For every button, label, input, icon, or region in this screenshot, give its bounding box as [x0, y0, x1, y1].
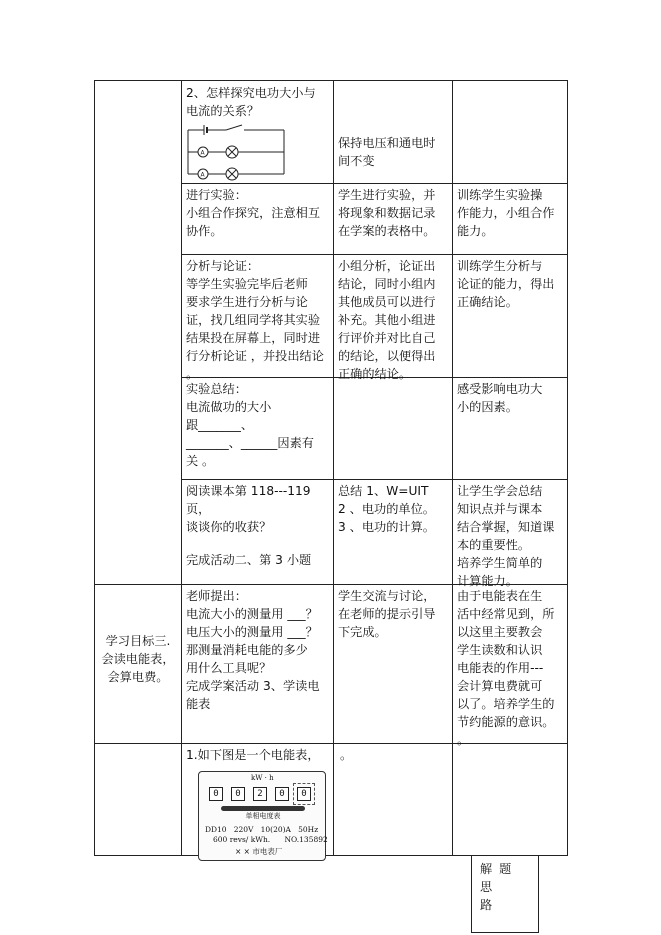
- table-border-left: [94, 80, 95, 855]
- table-divider-2: [333, 80, 334, 855]
- activity-cell-teacher-question: 老师提出： 电流大小的测量用 ___？ 电压大小的测量用 ___？ 那测量消耗电能的多少 用什么工具呢？ 完成学案活动 3、学读电 能表: [186, 589, 320, 711]
- intent-cell-summary-skill: 让学生学会总结 知识点并与课本 结合掌握，知道课 本的重要性。 培养学生简单的 计算能力。: [457, 484, 555, 588]
- activity-cell-meter-question: 1.如下图是一个电能表，: [186, 748, 320, 762]
- student-cell-discussion: 学生交流与讨论， 在老师的提示引导 下完成。: [338, 589, 436, 639]
- table-border-right: [567, 80, 568, 855]
- row-divider-1: [181, 183, 568, 184]
- activity-cell-task: 完成活动二、第 3 小题: [186, 553, 312, 567]
- meter-name-label: 单相电度表: [245, 812, 281, 820]
- meter-unit-label: kW · h: [251, 774, 274, 782]
- meter-digit: 0: [275, 787, 289, 801]
- meter-digit: 0: [231, 787, 245, 801]
- svg-text:A: A: [200, 171, 205, 179]
- meter-reading: [209, 787, 311, 801]
- student-cell-experiment: 学生进行实验，并 将现象和数据记录 在学案的表格中。: [338, 188, 436, 238]
- intent-cell-meter: 由于电能表在生 活中经常见到，所 以这里主要教会 学生读数和认识 电能表的作用--- 会计算电费就可 以了。培养学生的 节约能源的意识。 。: [457, 589, 555, 747]
- activity-cell-summary: 实验总结： 电流做功的大小 跟_______、 _______、______因素有 关 。: [186, 382, 314, 468]
- intent-cell-experiment: 训练学生实验操 作能力，小组合作 能力。: [457, 188, 555, 238]
- activity-cell-current-relation: 2、怎样探究电功大小与 电流的关系？: [186, 86, 316, 118]
- activity-cell-experiment: 进行实验： 小组合作探究，注意相互 协作。: [186, 188, 321, 238]
- row-divider-2: [181, 254, 568, 255]
- meter-maker-label: × × 市电表厂: [235, 847, 283, 856]
- answer-approach-box: 解题思 路: [471, 855, 539, 933]
- activity-cell-reading: 阅读课本第 118---119 页， 谈谈你的收获？: [186, 484, 311, 534]
- meter-spec-line-2: 600 revs/ kWh. NO.135892: [213, 835, 328, 844]
- meter-spec-line-1: DD10 220V 10(20)A 50Hz: [205, 825, 319, 834]
- student-cell-analysis: 小组分析，论证出 结论，同时小组内 其他成员可以进行 补充。其他小组进 行评价并对比自己 的结论，以便得出 正确的结论。: [338, 259, 436, 381]
- goal-cell-meter: 学习目标三. 会读电能表， 会算电费。: [101, 634, 175, 684]
- row-divider-4: [181, 479, 568, 480]
- electricity-meter-image: [198, 771, 326, 861]
- meter-digit-decimal: 0: [297, 787, 311, 801]
- intent-cell-analysis: 训练学生分析与 论证的能力，得出 正确结论。: [457, 259, 555, 309]
- table-border-top: [94, 80, 568, 81]
- table-divider-1: [181, 80, 182, 855]
- student-cell-formula: 总结 1、W=UIT 2 、电功的单位。 3 、电功的计算。: [338, 484, 435, 534]
- activity-cell-analysis: 分析与论证： 等学生实验完毕后老师 要求学生进行分析与论 证，找几组同学将其实验 结果投在屏幕上，同时进 行分析论证 ，并投出结论 。: [186, 259, 324, 381]
- meter-digit: 2: [253, 787, 267, 801]
- student-cell-mark: 。: [340, 748, 353, 762]
- meter-digit: 0: [209, 787, 223, 801]
- student-cell-control-variables: 保持电压和通电时 间不变: [338, 136, 436, 168]
- intent-cell-summary: 感受影响电功大 小的因素。: [457, 382, 543, 414]
- meter-rotor-disc: [221, 806, 305, 811]
- table-divider-3: [452, 80, 453, 855]
- svg-text:A: A: [200, 149, 205, 157]
- circuit-diagram: [186, 122, 290, 182]
